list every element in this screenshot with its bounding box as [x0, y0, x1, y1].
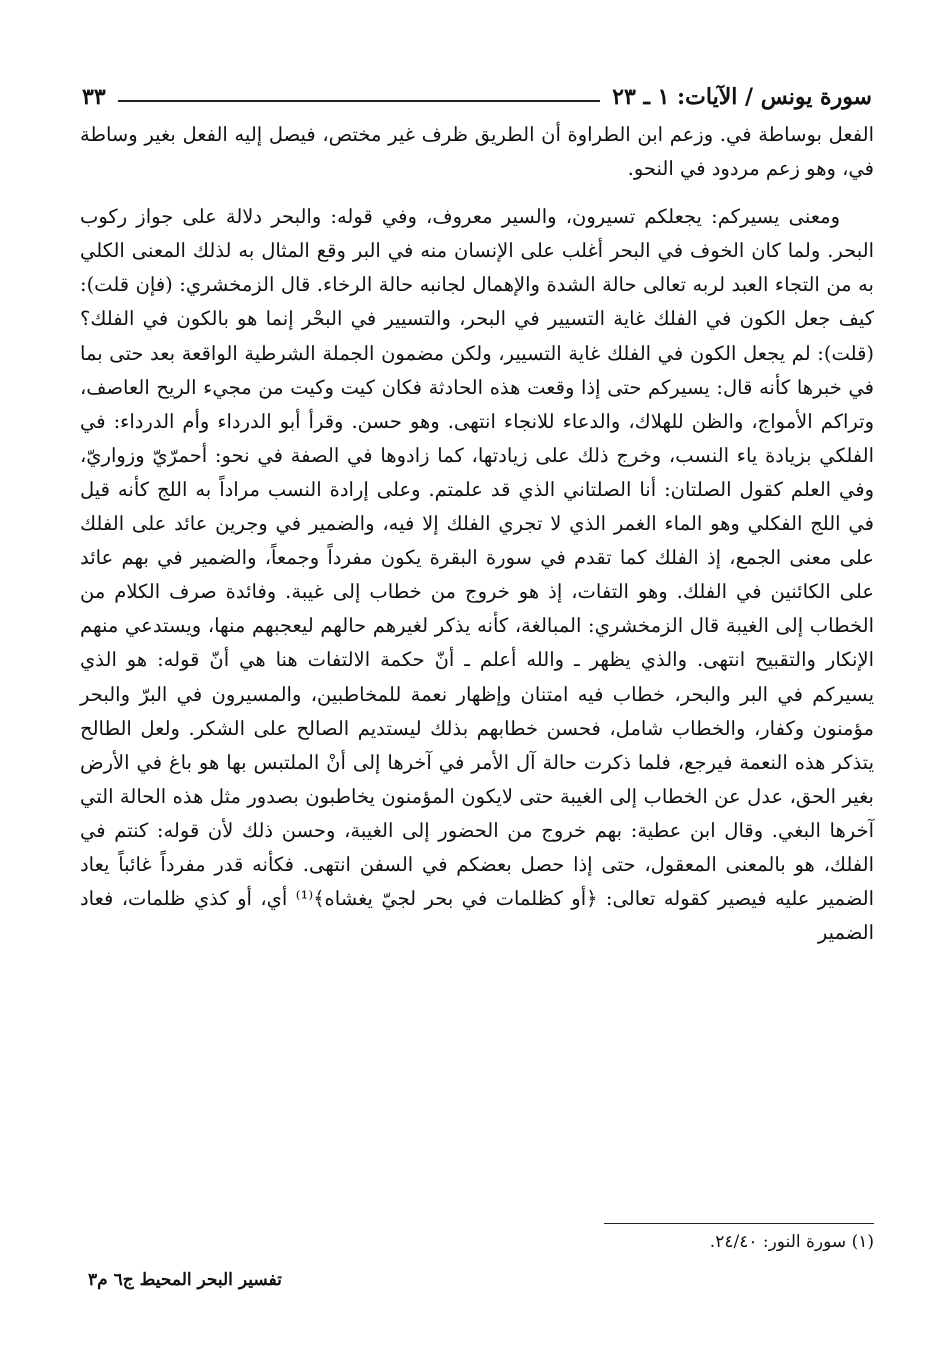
body-text — [80, 118, 874, 950]
paragraph-1: الفعل بوساطة في. وزعم ابن الطراوة أن الطريق ظرف غير مختص، فيصل إليه الفعل بغير وساطة في، وهو زعم مردود في النحو. — [80, 123, 874, 181]
page-number: ٣٣ — [82, 83, 106, 110]
surah-title: سورة يونس / الآيات: ١ ـ ٢٣ — [612, 83, 872, 110]
running-header — [82, 66, 872, 110]
volume-signature: تفسير البحر المحيط ج٦ م٣ — [88, 1270, 282, 1290]
footnote-separator — [604, 1223, 874, 1224]
paragraph-2: ومعنى يسيركم: يجعلكم تسيرون، والسير معروف، وفي قوله: والبحر دلالة على جواز ركوب البحر. ولما كان الخوف في البحر أغلب على الإنسان منه في البر وقع المثال به لذلك المعنى الكلي به من التجاء العبد لربه تعالى حالة الشدة والإهمال لجانبه حالة الرخاء. قال الزمخشري: (فإن قلت): كيف جعل الكون في الفلك غاية التسيير في البحر، والتسيير في البحْر إنما هو بالكون في الفلك؟ (قلت): لم يجعل الكون في الفلك غاية التسيير، ولكن مضمون الجملة الشرطية الواقعة بعد حتى بما في خبرها كأنه قال: يسيركم حتى إذا وقعت هذه الحادثة فكان كيت وكيت من مجيء الريح العاصف، وتراكم الأمواج، والظن للهلاك، والدعاء للانجاء انتهى. وهو حسن. وقرأ أبو الدرداء وأم الدرداء: في الفلكي بزيادة ياء النسب، وخرج ذلك على زيادتها، كما زادوها في الصفة في نحو: أحمرّيّ وزواريّ، وفي العلم كقول الصلتان: أنا الصلتاني الذي قد علمتم. وعلى إرادة النسب مراداً به اللج كأنه قيل في اللج الفكلي وهو الماء الغمر الذي لا تجري الفلك إلا فيه، والضمير في وجرين عائد على الفلك على معنى الجمع، إذ الفلك كما تقدم في سورة البقرة يكون مفرداً وجمعاً، والضمير في بهم عائد على الكائنين في الفلك. وهو التفات، إذ هو خروج من خطاب إلى غيبة. وفائدة صرف الكلام من الخطاب إلى الغيبة قال الزمخشري: المبالغة، كأنه يذكر لغيرهم حالهم ليعجبهم منها، ويستدعي منهم الإنكار والتقبيح انتهى. والذي يظهر ـ والله أعلم ـ أنّ حكمة الالتفات هنا هي أنّ قوله: هو الذي يسيركم في البر والبحر، خطاب فيه امتنان وإظهار نعمة للمخاطبين، والمسيرون في البرّ والبحر مؤمنون وكفار، والخطاب شامل، فحسن خطابهم بذلك ليستديم الصالح على الشكر. ولعل الطالح يتذكر هذه النعمة فيرجع، فلما ذكرت حالة آل الأمر في آخرها إلى أنْ الملتبس بها هو باغ في الأرض بغير الحق، عدل عن الخطاب إلى الغيبة حتى لايكون المؤمنون يخاطبون بصدور مثل هذه الحالة التي آخرها البغي. وقال ابن عطية: بهم خروج من الحضور إلى الغيبة، وحسن ذلك لأن قوله: كنتم في الفلك، هو بالمعنى المعقول، حتى إذا حصل بعضكم في السفن انتهى. فكأنه قدر مفرداً غائباً يعاد الضمير عليه فيصير كقوله تعالى: ﴿أو كظلمات في بحر لجيّ يغشاه﴾⁽¹⁾ أي، أو كذي ظلمات، فعاد الضمير — [80, 205, 875, 945]
footnote: (١) سورة النور: ٢٤/٤٠. — [709, 1232, 874, 1252]
header-rule — [118, 100, 601, 102]
